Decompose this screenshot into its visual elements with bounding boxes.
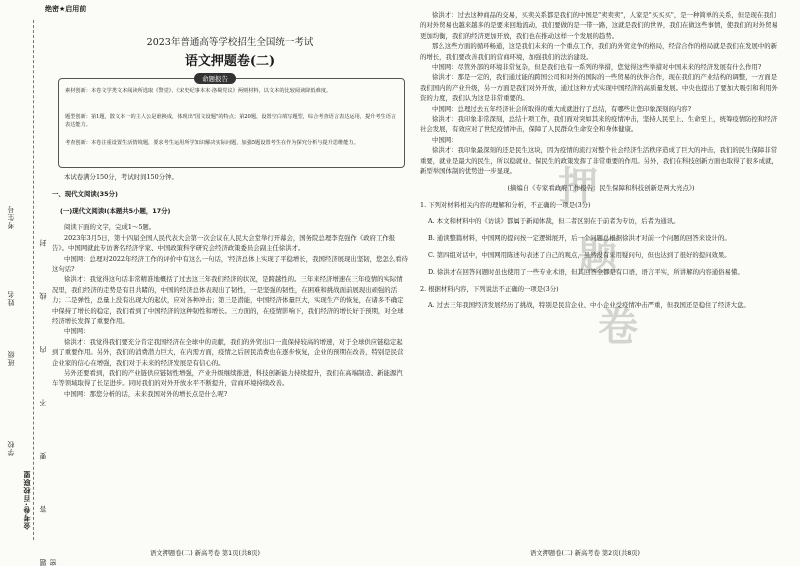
- paper-title: 语文押题卷(二): [184, 54, 276, 69]
- question-option: A. 本文和材料中的《访谈》都属于新闻体裁，但二者区别在于前者为专访，后者为通讯。: [428, 217, 680, 226]
- report-box: [58, 75, 405, 168]
- passage-paragraph: 徐洪才：过去这种商品的交易，买卖关系都是我们的中国是"卖卖卖"，人家是"买买买"，是一种简单的关系，但是现在我们的对外贸易也越来越多的是要来回地流动，我们要做的是一带一路，这就是我们的世界，我们在做这些事情，使我们的对外贸易更加均衡，我们的经济更加开放，我们也在推动这样一个发展的趋势。: [420, 11, 778, 40]
- binding-margin: [0, 0, 57, 566]
- passage-paragraph: 中国网：那您分析的话，未来我国对外的增长点是什么呢?: [64, 389, 228, 398]
- school-mark: 金考卷·百校联盟: [23, 470, 31, 530]
- question-1: 1. 下列对材料相关内容的理解和分析，不正确的一项是(3分): [420, 200, 591, 209]
- passage-paragraph: 徐洪才：我印象非常深刻，总结十项工作，我们面对突如其来的疫情冲击，坚持人民至上、生命至上，统筹疫情防控和经济社会发展，有效应对了世纪疫情冲击，保障了人民群众生命安全和身体健康。: [420, 115, 778, 134]
- passage-paragraph: 徐洪才：那是一定的，我们通过能的跨国公司和对外的国际的一些贸易的伙伴合作，现在我们的产业结构的调整，一方面是我们国内的产业升级，另一方面是我们对外开放，通过这种方式实现中国经济的高质量发展。中央也提出了要加大吸引和利用外资的力度，我们认为这是非常重要的。: [420, 73, 778, 103]
- stamp-char: 题: [578, 234, 618, 280]
- report-item: 题型创新：第1题，散文本一的主人公是谁换成，体现出"国文设题"的特点；第20题，设置空白填写题型，综合考查语言表达运用，提升考生语言表达能力。: [65, 114, 397, 128]
- passage-paragraph: 中国网：总理对2022年经济工作的评价中有这么一句话，'经济总体上实现了平稳增长，我国经济展现出坚韧，您怎么看待这句话?: [52, 254, 408, 274]
- reading-instruction: 阅读下面的文字，完成1～5题。: [64, 223, 156, 232]
- passage-paragraph: 那么这些方面的循环畅通，这是我们未来的一个重点工作，我们的外贸竞争的格局，经营合作的格局就是我们在发展中的新的增长，我们要改善我们的营商环境，加强我们的法治建设。: [420, 42, 778, 61]
- confidential-mark: 绝密★启用前: [45, 5, 87, 13]
- passage-paragraph: 徐洪才：我觉得我们要充分肯定我国经济在全球中的贡献，我们的外贸出口一直保持较高的增速，对于全球供应链稳定起到了重要作用。另外，我们的消费潜力巨大，在内需方面，疫情之后居民消费也在逐步恢复，企业的预期在改善，特别是民营企业家的信心在增强，我们对于未来的经济发展是有信心的。: [52, 337, 404, 367]
- section-heading: 一、现代文阅读(35分): [52, 189, 118, 198]
- question-option: D. 徐洪才在回答问题时虽也使用了一些专业术语，但其回答全都是有口语，语言平实，所讲解的内容通俗易懂。: [428, 267, 744, 276]
- report-tag: 命题报告: [194, 73, 236, 84]
- passage-paragraph: 徐洪才：我印象最深刻的还是民生这块，因为疫情的流行对整个社会经济生活秩序造成了巨大的冲击，我们的民生保障非常重要，就业是最大的民生，所以稳就业、保民生的政策发挥了非常重要的作用。另外，我们在科技创新方面也取得了很多成就，新型举国体制的优势进一步显现。: [420, 146, 778, 176]
- stamp-char: 押: [558, 164, 598, 210]
- question-option: C. 第四组对话中，中国网用陈述句表述了自己的观点，虽然没有采用疑问句，但也达到了很好的提问效果。: [428, 251, 731, 260]
- exam-title: 2023年普通高等学校招生全国统一考试: [146, 37, 314, 48]
- passage-paragraph: 2023年3月5日，第十四届全国人民代表大会第一次会议在人民大会堂举行开幕会，国务院总理李克强作《政府工作报告》。中国网就此专访著名经济学家、中国政策科学研究会经济政策委员会副主任徐洪才。: [52, 233, 396, 253]
- footer-left: 语文押题卷(二) 新高考卷 第1页(共8页): [150, 550, 260, 557]
- margin-label-school: 学校: [7, 440, 15, 456]
- footer-right: 语文押题卷(二) 新高考卷 第2页(共8页): [530, 550, 640, 557]
- passage-paragraph: 徐洪才：我觉得这句话非常精准地概括了过去这三年我们经济的状况，是跨越性的。三年来经济增速在三年疫情的实际情况里，我们经济的走势是有目共睹的，中国的经济总体表现出了韧性，一是坚强的韧性，在困难和挑战面前展现出顽强的活力；二是弹性，总量上没有出现大的起伏，应对各种冲击；第三是潜能，中国经济体量巨大，实现生产的恢复，在诸多不确定中保持了增长的稳定，我们看到了中国经济的这种韧性和增长。三方面的，在疫情影响下，我们经济的增长好于预期，对全球经济增长发挥了重要作用。: [52, 275, 404, 326]
- passage-paragraph: 中国网：: [64, 327, 90, 336]
- report-item: 考查创新：本卷注重设置生活情境题，要求考生运用所学知识解决实际问题，加强5题设置考生在作为探究分析与提升思维能力。: [65, 140, 359, 146]
- margin-label-class: 班级: [7, 350, 15, 366]
- passage-paragraph: 中国网：尽管外部的环境非常复杂，但是我们也有一系列的举措，您觉得这些举措对中国未来的经济发展有什么作用?: [432, 63, 762, 72]
- margin-label-student-no: 考生号: [7, 205, 15, 229]
- stamp-char: 卷: [598, 304, 638, 350]
- seal-line-text: 题 答 要 不 内 线 封 密: [39, 217, 57, 566]
- seal-dashed-line: [33, 20, 34, 540]
- passage-paragraph: 中国网：总理过去五年经济社会所取得的重大成就进行了总结，有哪些让您印象深刻的内容?: [432, 104, 692, 113]
- passage-paragraph: 另外还要看到，我们的产业链供应链韧性增强，产业升级继续推进，科技创新能力持续提升，我们在高端制造、新能源汽车等领域取得了长足进步。同时我们的对外开放水平不断提升，营商环境持续改善。: [52, 369, 403, 388]
- exam-info: 本试卷满分150分，考试时间150分钟。: [64, 173, 178, 181]
- question-option: A. 过去三年我国经济发展经历了挑战，特别是民营企业、中小企业受疫情冲击严重，但我国还是稳住了经济大盘。: [428, 301, 750, 310]
- margin-label-name: 姓名: [7, 290, 15, 306]
- report-item: 素材创新：本卷文学类文本阅读所选取《警觉》、《宋史纪事本末·洛蜀党议》两则材料，以文本的比较阅读降低难度。: [65, 88, 332, 94]
- passage-paragraph: 中国网：: [432, 135, 458, 144]
- question-option: B. 通读整篇材料，中国网的提问按一定逻辑展开，后一个问题总根据徐洪才对前一个问题的回答来设计的。: [428, 234, 731, 243]
- left-column: [52, 172, 408, 542]
- question-2: 2. 根据材料内容，下列说法不正确的一项是(3分): [420, 284, 559, 293]
- subsection-heading: (一)现代文阅读Ⅰ(本题共5小题，17分): [60, 206, 171, 215]
- source-note: (摘编自《专家看政府工作报告：民生保障和科技创新是两大亮点》): [507, 183, 695, 192]
- watermark-stamp: [548, 155, 668, 405]
